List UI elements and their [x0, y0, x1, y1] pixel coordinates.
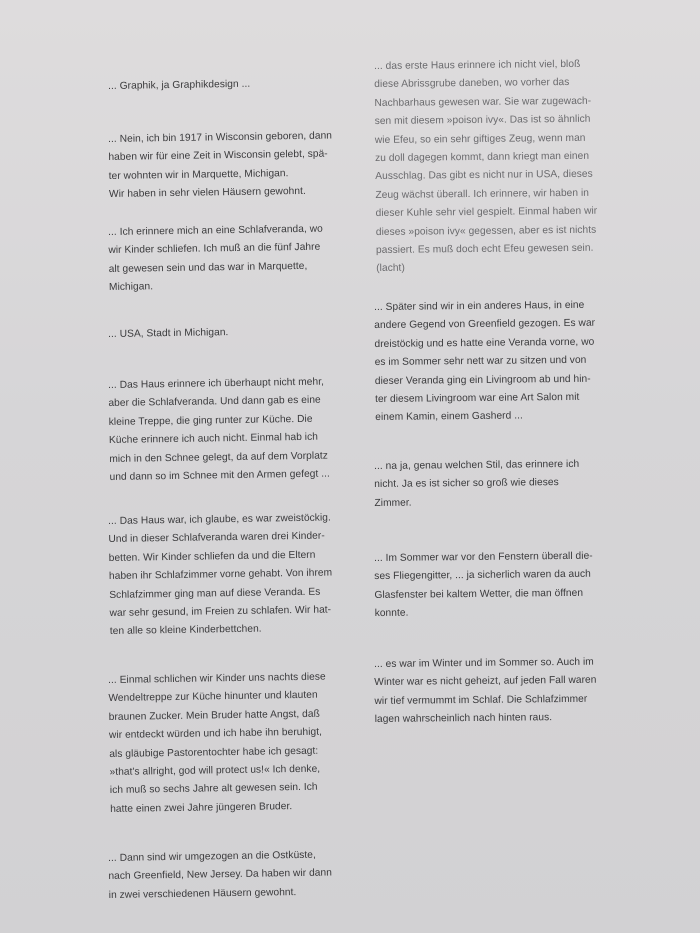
paragraph: ... USA, Stadt in Michigan.	[108, 327, 229, 340]
paragraph: ... es war im Winter und im Sommer so. Auch im Winter war es nicht geheizt, auf jeden Fall waren wir tief vermummt im Schlaf. Die Schlafzimmer lagen wahrscheinlich nach hinten raus.	[374, 656, 597, 726]
paragraph: ... Ich erinnere mich an eine Schlafveranda, wo wir Kinder schliefen. Ich muß an die fünf Jahre alt gewesen sein und das war in Marquette, Michigan.	[108, 223, 323, 294]
paragraph: ... Graphik, ja Graphikdesign ...	[108, 78, 251, 92]
paragraph: ... Im Sommer war vor den Fenstern überall die- ses Fliegengitter, ... ja sicherlich waren da auch Glasfenster bei kaltem Wetter, die man öffnen konnte.	[374, 550, 593, 620]
paragraph: ... Das Haus erinnere ich überhaupt nicht mehr, aber die Schlafveranda. Und dann gab es eine kleine Treppe, die ging runter zur Küche. Die Küche erinnere ich auch nicht. Einmal hab ich mich in den Schnee gelegt, da auf dem Vorplatz und dann so im Schnee mit den Armen gefegt ...	[108, 376, 330, 484]
paragraph: ... Nein, ich bin 1917 in Wisconsin geboren, dann haben wir für eine Zeit in Wisconsin gelebt, spä- ter wohnten wir in Marquette, Michigan. Wir haben in sehr vielen Häusern gewohnt.	[108, 130, 333, 201]
paragraph: ... Einmal schlichen wir Kinder uns nachts diese Wendeltreppe zur Küche hinunter und klauten braunen Zucker. Mein Bruder hatte Angst, daß wir entdeckt würden und ich habe ihn beruhigt, als gläubige Pastorentochter habe ich gesagt: »that's allright, god will protect us!« Ich denke, ich muß so sechs Jahre alt gewesen sein. Ich hatte einen zwei Jahre jüngeren Bruder.	[108, 671, 326, 815]
paragraph: ... Dann sind wir umgezogen an die Ostküste, nach Greenfield, New Jersey. Da haben wir dann in zwei verschiedenen Häusern gewohnt.	[108, 849, 333, 901]
paragraph: ... das erste Haus erinnere ich nicht viel, bloß diese Abrissgrube daneben, wo vorher das Nachbarhaus gewesen war. Sie war zugewach- sen mit diesem »poison ivy«. Das ist so ähnlich wie Efeu, so ein sehr giftiges Zeug, wenn man zu doll dagegen kommt, dann kriegt man einen Ausschlag. Das gibt es nicht nur in USA, dieses Zeug wächst überall. Ich erinnere, wir haben in dieser Kuhle sehr viel gespielt. Einmal haben wir dieses »poison ivy« gegessen, aber es ist nichts passiert. Es muß doch echt Efeu gewesen sein. (lacht)	[374, 58, 598, 275]
paragraph: ... Das Haus war, ich glaube, es war zweistöckig. Und in dieser Schlafveranda waren drei Kinder- betten. Wir Kinder schliefen da und die Eltern haben ihr Schlafzimmer vorne gehabt. Von ihrem Schlafzimmer ging man auf diese Veranda. Es war sehr gesund, im Freien zu schlafen. Wir hat- ten alle so kleine Kinderbettchen.	[108, 512, 333, 638]
paragraph: ... Später sind wir in ein anderes Haus, in eine andere Gegend von Greenfield gezogen. Es war dreistöckig und es hatte eine Veranda vorne, wo es im Sommer sehr nett war zu sitzen und von dieser Veranda ging ein Livingroom ab und hin- ter diesem Livingroom war eine Art Salon mit einem Kamin, einem Gasherd ...	[374, 299, 596, 424]
paragraph: ... na ja, genau welchen Stil, das erinnere ich nicht. Ja es ist sicher so groß wie dieses Zimmer.	[374, 458, 580, 509]
